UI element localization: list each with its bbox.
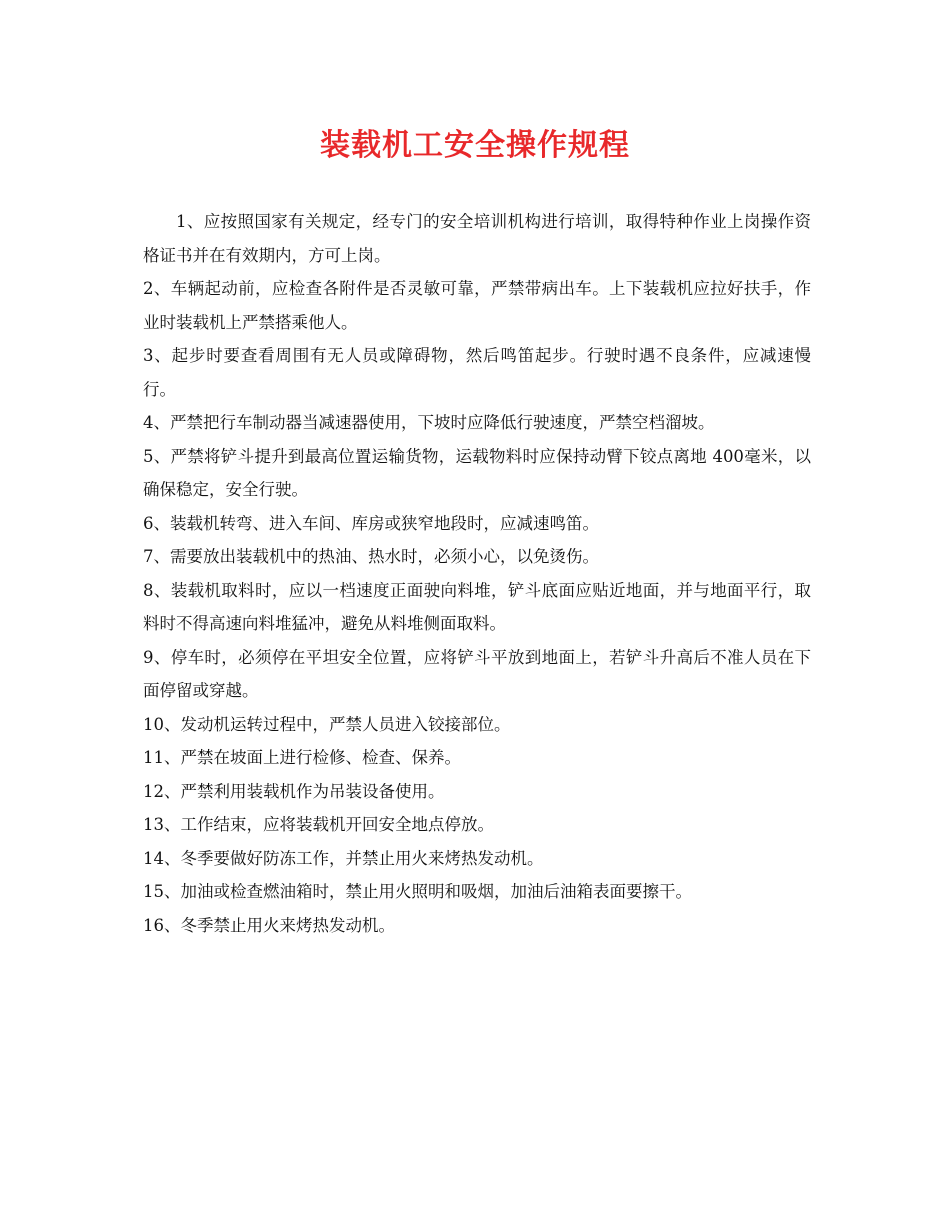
rule-item: 12、严禁利用装载机作为吊装设备使用。 (143, 781, 445, 801)
rule-item: 2、车辆起动前，应检查各附件是否灵敏可靠，严禁带病出车。上下装载机应拉好扶手，作业时装载机上严禁搭乘他人。 (143, 279, 811, 332)
rule-item: 4、严禁把行车制动器当减速器使用，下坡时应降低行驶速度，严禁空档溜坡。 (143, 413, 715, 432)
rule-item: 14、冬季要做好防冻工作，并禁止用火来烤热发动机。 (143, 848, 544, 868)
rule-item: 11、严禁在坡面上进行检修、检查、保养。 (143, 748, 461, 767)
rule-item: 13、工作结束，应将装载机开回安全地点停放。 (143, 815, 494, 834)
rule-item: 1、应按照国家有关规定，经专门的安全培训机构进行培训，取得特种作业上岗操作资格证书并在有效期内，方可上岗。 (143, 212, 811, 265)
document-body (143, 205, 811, 942)
rule-item: 7、需要放出装载机中的热油、热水时，必须小心，以免烫伤。 (143, 547, 599, 566)
rule-item: 9、停车时，必须停在平坦安全位置，应将铲斗平放到地面上，若铲斗升高后不准人员在下面停留或穿越。 (143, 647, 811, 700)
rule-item: 3、起步时要查看周围有无人员或障碍物，然后鸣笛起步。行驶时遇不良条件，应减速慢行。 (143, 346, 811, 399)
rule-item: 16、冬季禁止用火来烤热发动机。 (143, 915, 395, 935)
rule-item: 10、发动机运转过程中，严禁人员进入铰接部位。 (143, 714, 511, 734)
rule-item: 5、严禁将铲斗提升到最高位置运输货物，运载物料时应保持动臂下铰点离地 400毫米，以确保稳定，安全行驶。 (143, 446, 811, 499)
rule-item: 8、装载机取料时，应以一档速度正面驶向料堆，铲斗底面应贴近地面，并与地面平行，取料时不得高速向料堆猛冲，避免从料堆侧面取料。 (143, 580, 811, 633)
document-title: 装载机工安全操作规程 (320, 128, 630, 163)
rule-item: 15、加油或检查燃油箱时，禁止用火照明和吸烟，加油后油箱表面要擦干。 (143, 882, 692, 901)
rule-item: 6、装载机转弯、进入车间、库房或狭窄地段时，应减速鸣笛。 (143, 513, 599, 533)
